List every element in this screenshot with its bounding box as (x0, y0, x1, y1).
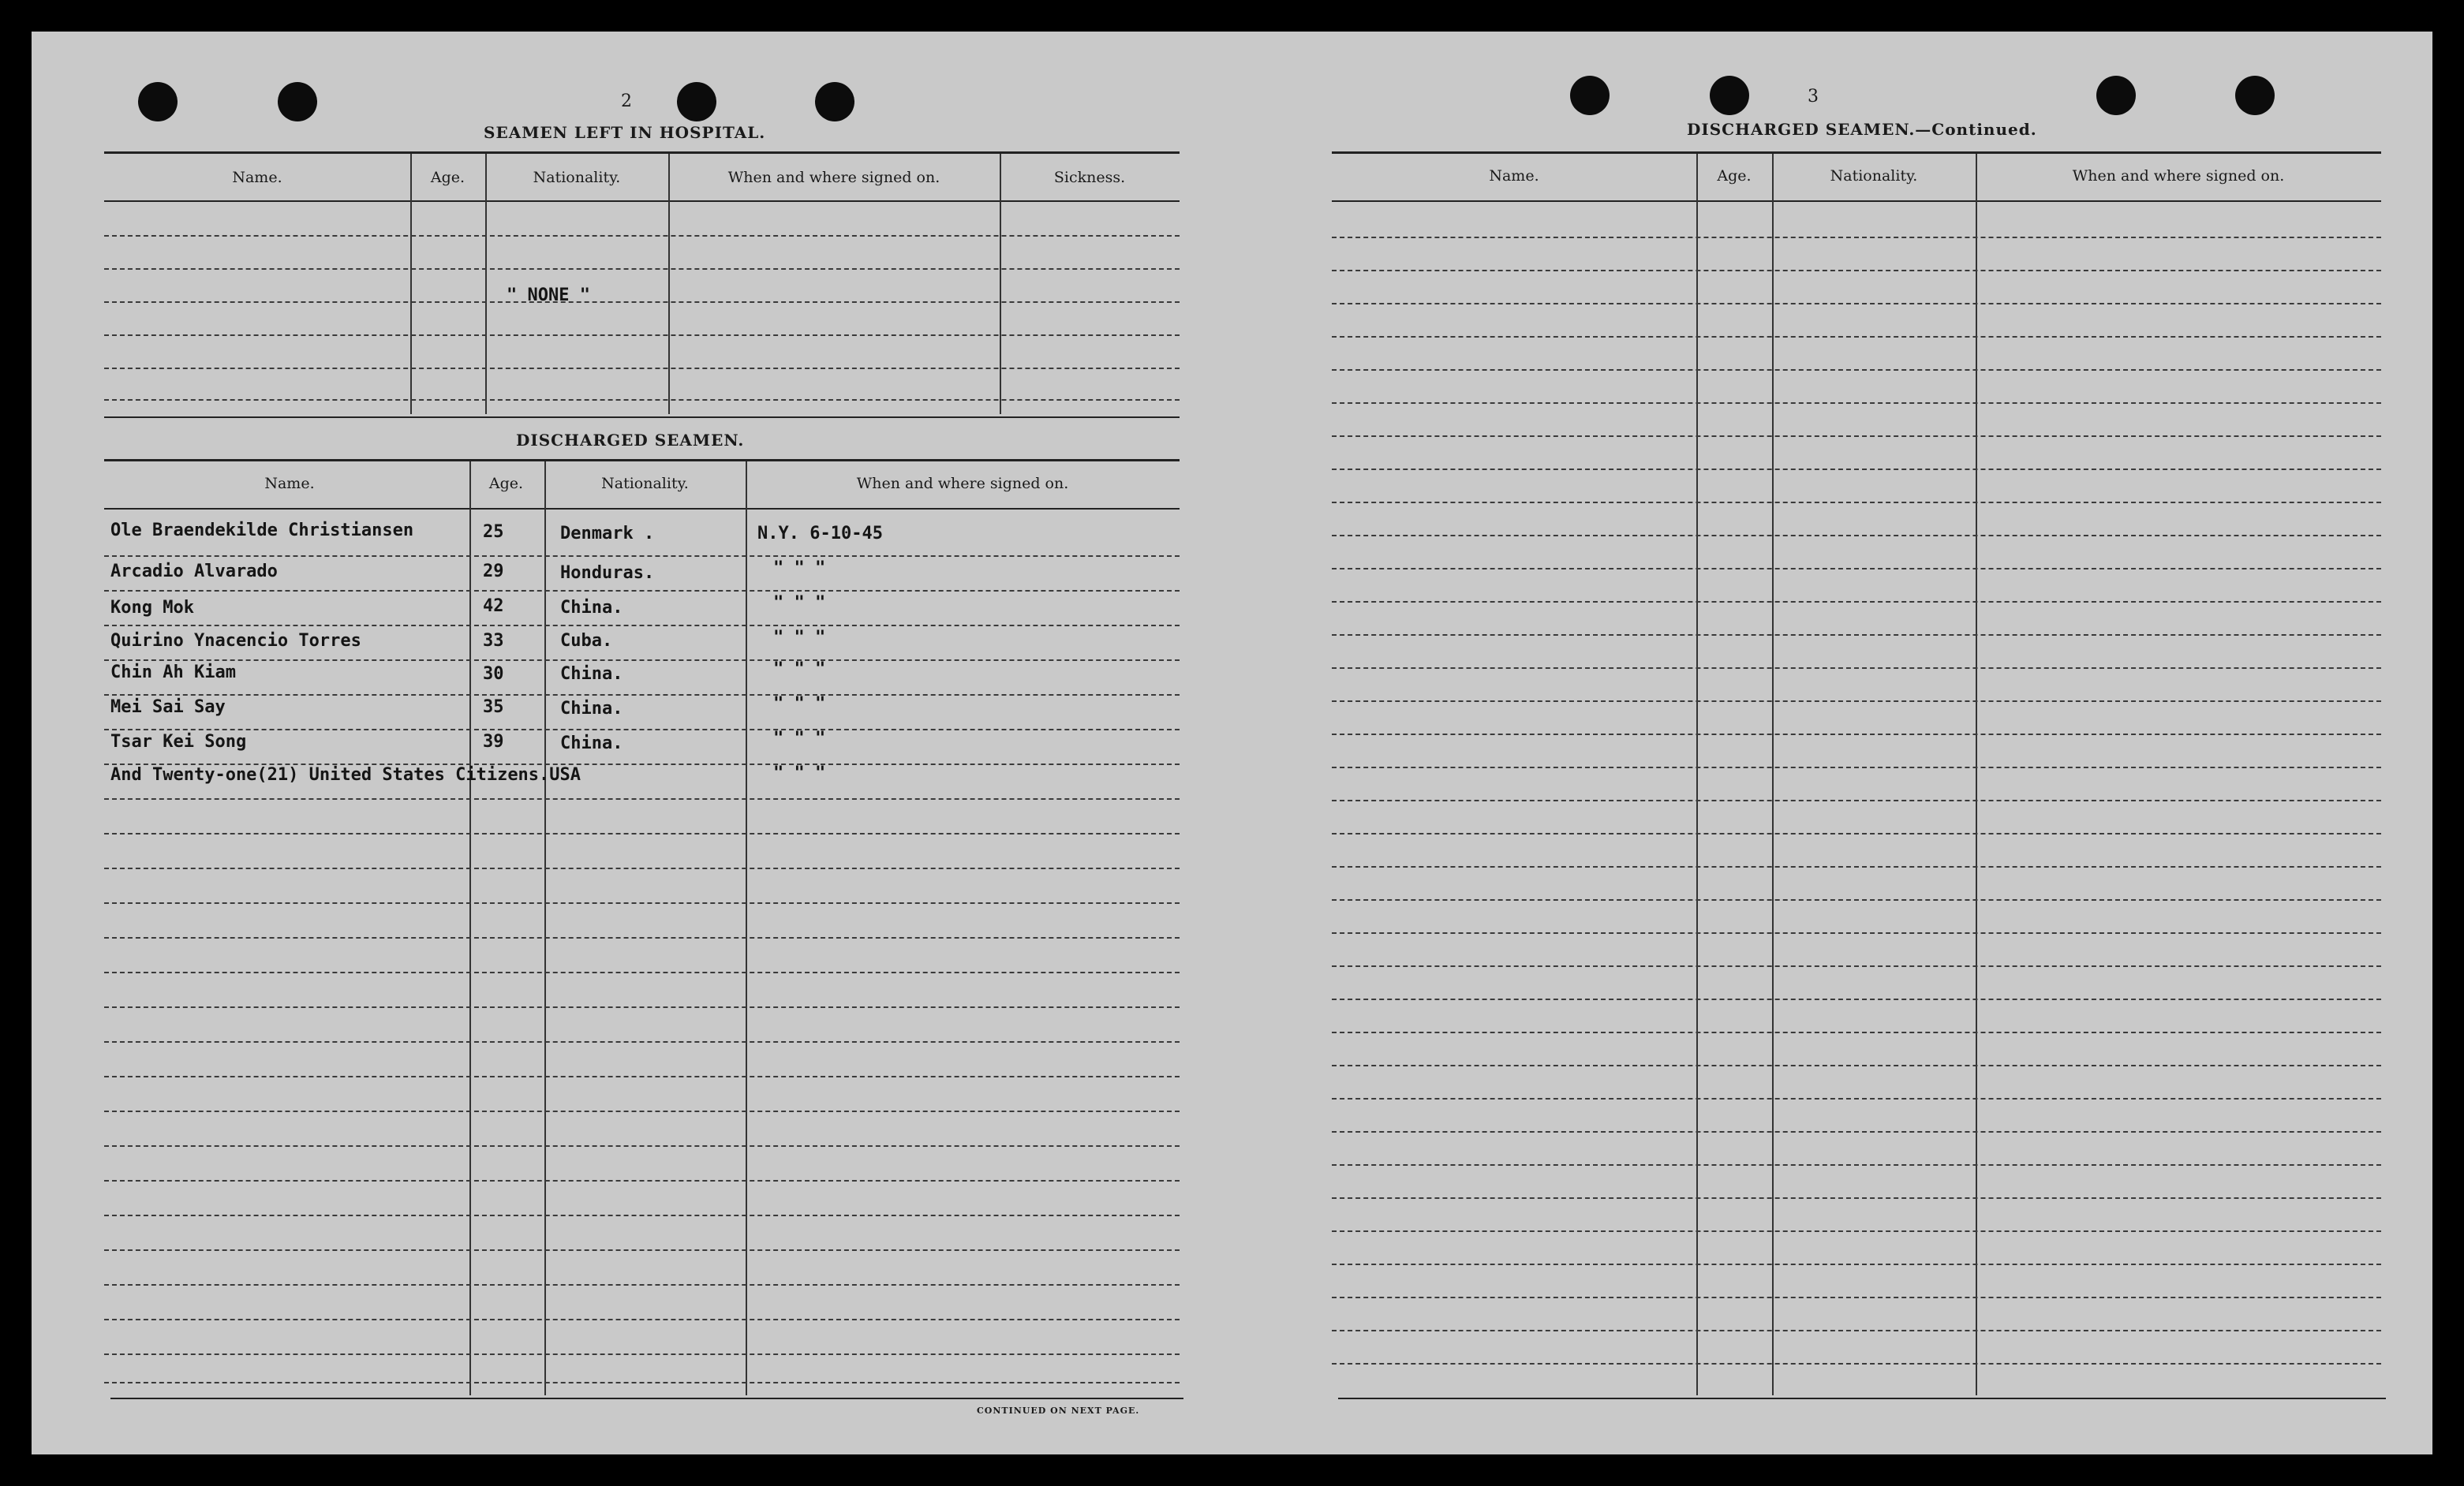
column-header-age: Age. (1717, 167, 1752, 185)
seaman-name: Ole Braendekilde Christiansen (110, 521, 414, 540)
seaman-signed-on: N.Y. 6-10-45 (757, 524, 883, 543)
entry-line (1332, 502, 2381, 503)
seaman-name: Tsar Kei Song (110, 732, 247, 752)
entry-line (1332, 965, 2381, 967)
seaman-name: Quirino Ynacencio Torres (110, 631, 361, 651)
seaman-nationality: Denmark . (560, 524, 655, 543)
entry-line (1332, 1164, 2381, 1166)
column-divider (1000, 154, 1001, 414)
table-bottom-rule (1338, 1398, 2386, 1399)
table-rule (104, 459, 1180, 461)
column-divider (1976, 154, 1977, 1395)
entry-line (1332, 767, 2381, 768)
entry-line (104, 1145, 1180, 1147)
entry-line (104, 937, 1180, 939)
entry-line (104, 659, 1180, 661)
entry-line (1332, 1197, 2381, 1199)
entry-line (104, 334, 1180, 336)
column-header-nationality: Nationality. (1830, 167, 1918, 185)
hospital-section-title: SEAMEN LEFT IN HOSPITAL. (484, 123, 766, 142)
seaman-signed-on: " " " (773, 694, 826, 714)
entry-line (104, 729, 1180, 730)
continued-note: CONTINUED ON NEXT PAGE. (977, 1406, 1140, 1416)
right-page (1231, 32, 2432, 1454)
column-divider (410, 154, 412, 414)
table-rule (1332, 151, 2381, 154)
entry-line (104, 1076, 1180, 1077)
entry-line (1332, 1297, 2381, 1298)
entry-line (104, 1284, 1180, 1286)
entry-line (104, 833, 1180, 834)
entry-line (1332, 667, 2381, 669)
hospital-entry-none: " NONE " (507, 286, 590, 305)
column-header-nationality: Nationality. (601, 475, 689, 492)
entry-line (1332, 270, 2381, 271)
column-header-age: Age. (430, 169, 466, 186)
seaman-signed-on: " " " (773, 659, 826, 679)
seaman-name: Arcadio Alvarado (110, 562, 278, 581)
entry-line (1332, 601, 2381, 603)
table-rule (104, 508, 1180, 510)
seaman-nationality: Honduras. (560, 563, 655, 583)
column-divider (746, 461, 747, 1395)
column-divider (1772, 154, 1774, 1395)
seaman-age: 42 (483, 596, 504, 616)
entry-line (1332, 932, 2381, 934)
entry-line (104, 1249, 1180, 1251)
entry-line (104, 625, 1180, 626)
page-number: 2 (621, 91, 632, 111)
column-header-signed-on: When and where signed on. (727, 169, 940, 186)
seaman-signed-on: " " " (773, 628, 826, 648)
entry-line (1332, 866, 2381, 868)
entry-line (104, 1180, 1180, 1182)
entry-line (104, 902, 1180, 904)
entry-line (1332, 435, 2381, 437)
column-header-sickness: Sickness. (1053, 169, 1126, 186)
entry-line (104, 972, 1180, 973)
seaman-age: 30 (483, 664, 504, 684)
column-header-name: Name. (232, 169, 282, 186)
entry-line (1332, 1363, 2381, 1365)
column-header-name: Name. (264, 475, 315, 492)
entry-line (1332, 833, 2381, 834)
seaman-age: 33 (483, 631, 504, 651)
table-rule (104, 200, 1180, 202)
table-bottom-rule (110, 1398, 1183, 1399)
seaman-nationality: China. (560, 664, 623, 684)
entry-line (104, 1041, 1180, 1043)
entry-line (104, 555, 1180, 557)
entry-line (1332, 999, 2381, 1000)
seaman-signed-on: " " " (773, 729, 826, 749)
column-header-name: Name. (1489, 167, 1539, 185)
entry-line (104, 1353, 1180, 1355)
entry-line (1332, 1032, 2381, 1033)
column-divider (544, 461, 546, 1395)
seaman-age: 35 (483, 697, 504, 717)
entry-line (1332, 402, 2381, 404)
entry-line (1332, 1264, 2381, 1265)
column-divider (485, 154, 487, 414)
entry-line (104, 868, 1180, 869)
column-header-signed-on: When and where signed on. (2072, 167, 2285, 185)
entry-line (1332, 634, 2381, 636)
entry-line (104, 399, 1180, 401)
discharged-continued-title: DISCHARGED SEAMEN.—Continued. (1687, 120, 2037, 139)
entry-line (1332, 1330, 2381, 1331)
column-header-age: Age. (488, 475, 524, 492)
entry-line (1332, 568, 2381, 569)
entry-line (104, 1006, 1180, 1008)
left-page (32, 32, 1215, 1454)
entry-line (104, 1215, 1180, 1216)
column-header-nationality: Nationality. (533, 169, 621, 186)
column-header-signed-on: When and where signed on. (856, 475, 1069, 492)
entry-line (1332, 734, 2381, 735)
seaman-nationality: China. (560, 734, 623, 753)
document-sheet (32, 32, 2432, 1454)
entry-line (1332, 469, 2381, 470)
column-divider (469, 461, 471, 1395)
entry-line (104, 1382, 1180, 1383)
entry-line (104, 235, 1180, 237)
entry-line (1332, 237, 2381, 238)
entry-line (1332, 899, 2381, 901)
seaman-age: 29 (483, 562, 504, 581)
entry-line (1332, 336, 2381, 338)
seaman-nationality: China. (560, 598, 623, 618)
entry-line (1332, 303, 2381, 304)
entry-line (1332, 800, 2381, 801)
seaman-name: And Twenty-one(21) United States Citizens.USA (110, 765, 581, 785)
entry-line (104, 798, 1180, 800)
discharged-section-title: DISCHARGED SEAMEN. (516, 431, 745, 450)
entry-line (1332, 1065, 2381, 1066)
entry-line (104, 301, 1180, 303)
entry-line (1332, 1098, 2381, 1100)
entry-line (104, 694, 1180, 696)
seaman-age: 25 (483, 522, 504, 542)
entry-line (104, 268, 1180, 270)
entry-line (104, 590, 1180, 592)
entry-line (104, 368, 1180, 369)
table-rule (104, 151, 1180, 154)
seaman-name: Chin Ah Kiam (110, 663, 236, 682)
entry-line (1332, 1230, 2381, 1232)
entry-line (1332, 700, 2381, 702)
entry-line (104, 1111, 1180, 1112)
seaman-nationality: China. (560, 699, 623, 719)
seaman-name: Kong Mok (110, 598, 194, 618)
column-divider (668, 154, 670, 414)
table-rule (104, 416, 1180, 418)
entry-line (104, 1319, 1180, 1320)
entry-line (1332, 1131, 2381, 1133)
table-rule (1332, 200, 2381, 202)
seaman-age: 39 (483, 732, 504, 752)
column-divider (1696, 154, 1698, 1395)
seaman-signed-on: " " " (773, 558, 826, 578)
seaman-signed-on: " " " (773, 764, 826, 783)
seaman-name: Mei Sai Say (110, 697, 226, 717)
seaman-nationality: Cuba. (560, 631, 613, 651)
entry-line (1332, 535, 2381, 536)
page-number: 3 (1808, 87, 1819, 106)
seaman-signed-on: " " " (773, 593, 826, 613)
entry-line (1332, 369, 2381, 371)
